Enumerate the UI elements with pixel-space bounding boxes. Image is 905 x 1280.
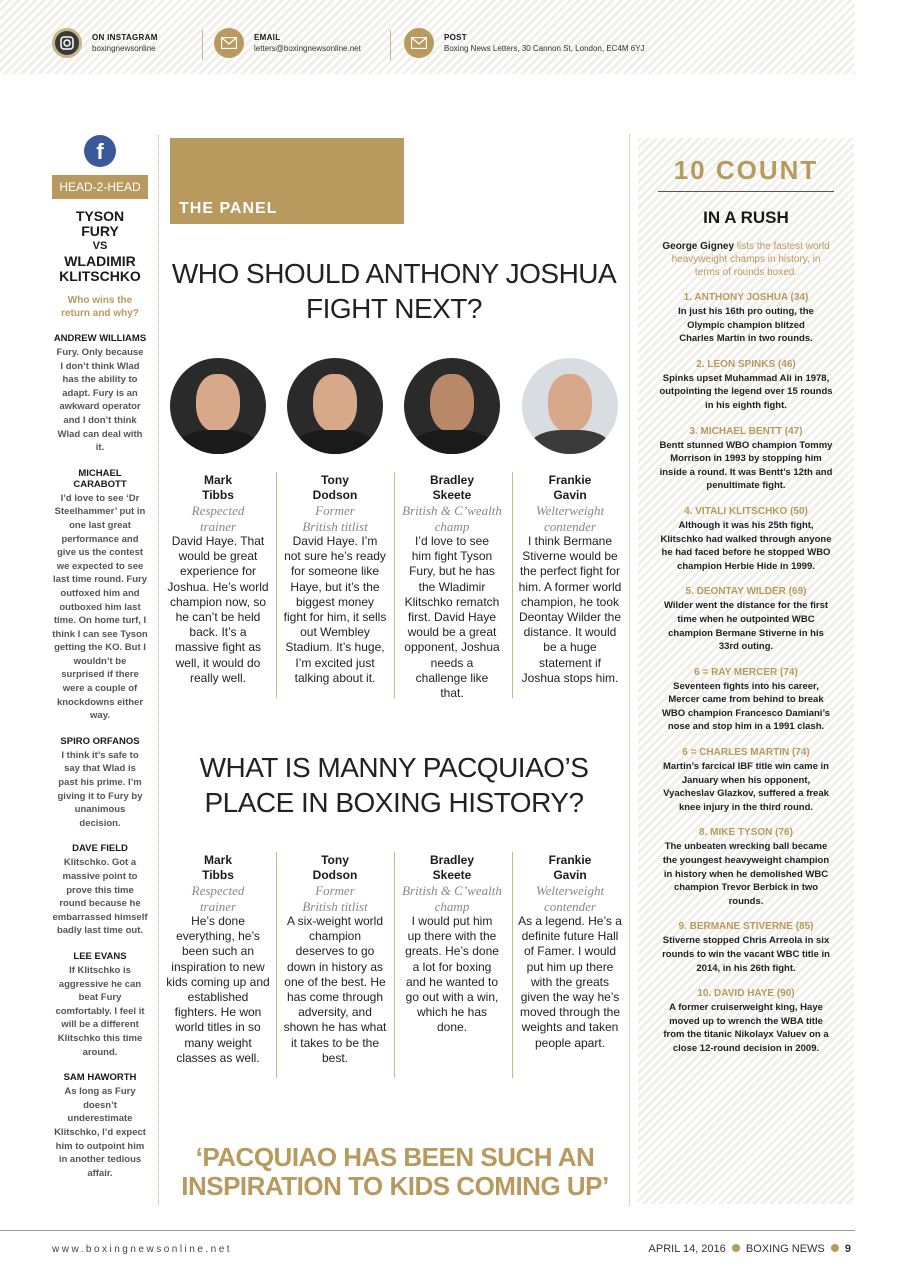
avatar-bradley-skeete (404, 358, 500, 454)
panelist-name: Tony Dodson (312, 853, 358, 882)
author-name: George Gigney (662, 241, 735, 252)
panelist-answer (283, 473, 387, 686)
ranking-text: Although it was his 25th fight, Klitschko had walked through anyone he had faced before he stopped WBO champion Herbie Hide in 1999. (660, 519, 832, 572)
avatar-mark-tibbs (170, 358, 266, 454)
panelist-role: Former British titlist (302, 503, 368, 534)
pull-quote: ‘PACQUIAO HAS BEEN SUCH AN INSPIRATION TO KIDS COMING UP’ (181, 1142, 609, 1201)
instagram-icon (52, 28, 82, 58)
sidebar-question: Who wins the return and why? (61, 295, 139, 319)
footer-rule (0, 1230, 855, 1231)
panelist-answer-text: I would put him up there with the greats. He’s done a lot for boxing and he wanted to go out with a win, which he has done. (405, 914, 499, 1035)
email-address: letters@boxingnewsonline.net (254, 44, 361, 53)
panel-column-divider (394, 472, 395, 698)
issue-date: APRIL 14, 2016 (648, 1243, 726, 1255)
reader-text: I think it’s safe to say that Wlad is past his prime. I’m giving it to Fury by unanimous decision. (57, 749, 143, 829)
panelist-role: Welterweight contender (535, 503, 605, 534)
ranking-text: Bentt stunned WBO champion Tommy Morrison in 1993 by stopping him inside a round. It was Bentt’s 12th and penultimate fight. (659, 439, 833, 492)
reader-text: If Klitschko is aggressive he can beat Fury comfortably. I feel it will be a different Klitschko this time around. (55, 964, 145, 1058)
panelist-answer-text: I think Bermane Stiverne would be the perfect fight for him. A former world champion, he took Deontay Wilder the distance. It would be a huge statement if Joshua stops him. (518, 534, 622, 685)
reader-answer (52, 951, 148, 1059)
column-divider (629, 135, 630, 1205)
ranking-text: Seventeen fights into his career, Mercer came from behind to break WBO champion Francesco Damiani’s nose and stop him in a 1991 clash. (661, 680, 831, 733)
panelist-name: Mark Tibbs (202, 853, 234, 882)
title-rule (658, 191, 834, 192)
head-2-head-badge: HEAD-2-HEAD (52, 175, 148, 199)
ranking-text: Martin’s farcical IBF title win came in January when his opponent, Vyacheslav Glazkov, suffered a freak knee injury in the third round. (663, 761, 829, 813)
ranking-item (658, 506, 834, 573)
separator-dot-icon (831, 1244, 839, 1252)
ranking-text: In just his 16th pro outing, the Olympic champion blitzed Charles Martin in two rounds. (678, 306, 814, 345)
avatar-frankie-gavin (522, 358, 618, 454)
reader-text: I’d love to see ‘Dr Steelhammer’ put in one last great performance and give us the contest we expected to see last time round. Fury outfoxed him and outboxed him last time. On home turf, I think I can see Tyson getting the KO. But I wouldn’t be surprised if there were a couple of knockdowns either way. (52, 492, 148, 722)
instagram-label: ON INSTAGRAM (92, 33, 158, 42)
avatar-tony-dodson (287, 358, 383, 454)
panelist-answer-text: David Haye. I’m not sure he’s ready for someone like Haye, but it’s the biggest money fight for him, it sells out Wembley Stadium. It’s huge, I’m excited just talking about it. (283, 534, 387, 685)
ranking-text: Wilder went the distance for the first time when he outpointed WBC champion Bermane Stiverne in his 33rd outing. (663, 600, 829, 653)
fighter-two: WLADIMIR KLITSCHKO (59, 253, 141, 284)
panel-column-divider (394, 852, 395, 1078)
reader-name: SAM HAWORTH (63, 1072, 137, 1084)
panelist-answer-text: As a legend. He’s a definite future Hall of Famer. I would put him up there with the greats given the way he’s moved through the weights and taken people apart. (518, 914, 622, 1050)
panel-column-divider (512, 852, 513, 1078)
ranking-item (658, 426, 834, 493)
panelist-role: Former British titlist (302, 883, 368, 914)
panelist-name: Mark Tibbs (202, 473, 234, 502)
page-number: 9 (844, 1243, 851, 1255)
panelist-role: British & C’wealth champ (402, 883, 502, 914)
reader-name: DAVE FIELD (72, 843, 128, 855)
matchup-title (52, 209, 148, 284)
ranking-heading: 2. LEON SPINKS (46) (696, 358, 796, 370)
panelist-name: Frankie Gavin (548, 473, 592, 502)
ten-count-subtitle: IN A RUSH (703, 208, 789, 227)
footer-folio (649, 1243, 851, 1255)
reader-text: Fury. Only because I don’t think Wlad has the ability to adapt. Fury is an awkward operator and I don’t think Wlad can deal with it. (56, 347, 144, 454)
panel-title: THE PANEL (179, 200, 278, 217)
reader-text: As long as Fury doesn’t underestimate Klitschko, I’d expect him to outpoint him in another tedious affair. (54, 1086, 146, 1179)
ranking-text: Spinks upset Muhammad Ali in 1978, outpointing the legend over 15 rounds in his eighth fight. (659, 372, 833, 411)
panelist-name: Bradley Skeete (429, 473, 475, 502)
panelist-name: Frankie Gavin (548, 853, 592, 882)
panelist-answer-text: A six-weight world champion deserves to go down in history as one of the best. He has come through adversity, and shown he has what it takes to be the best. (283, 914, 387, 1065)
panelist-answer (283, 853, 387, 1066)
panelist-answer-text: He’s done everything, he’s been such an inspiration to new kids coming up and established fighters. He won world titles in so many weight classes as well. (166, 914, 270, 1065)
ranking-heading: 5. DEONTAY WILDER (69) (685, 586, 807, 598)
publication-name: BOXING NEWS (745, 1243, 825, 1255)
ranking-heading: 9. BERMANE STIVERNE (85) (678, 921, 814, 933)
panelist-role: Respected trainer (191, 883, 245, 914)
ranking-item (658, 359, 834, 413)
facebook-icon[interactable]: f (84, 135, 116, 167)
ranking-heading: 1. ANTHONY JOSHUA (34) (683, 292, 809, 303)
column-divider (158, 135, 159, 1205)
intro-text: lists the fastest world heavyweight champs in history, in terms of rounds boxed. (671, 241, 830, 278)
ranking-item (658, 586, 834, 653)
panelist-answer (400, 853, 504, 1036)
contact-bar (0, 0, 855, 74)
ranking-heading: 10. DAVID HAYE (90) (697, 988, 795, 1000)
email-contact[interactable] (214, 28, 361, 58)
panel-column-divider (276, 852, 277, 1078)
ten-count-sidebar (638, 138, 854, 1204)
fighter-one: TYSON FURY (75, 208, 125, 239)
panelist-answer (518, 853, 622, 1051)
head-2-head-sidebar (52, 135, 148, 1180)
panel-column-divider (276, 472, 277, 698)
header-divider (390, 30, 391, 60)
post-label: POST (444, 33, 467, 42)
ranking-heading: 3. MICHAEL BENTT (47) (689, 425, 803, 437)
ranking-heading: 4. VITALI KLITSCHKO (50) (684, 505, 808, 517)
reader-name: ANDREW WILLIAMS (53, 333, 147, 344)
reader-answer (52, 333, 148, 455)
ranking-text: A former cruiserweight king, Haye moved up to wrench the WBA title from the titanic Nikolayx Valuev on a close 12-round decision in 2009. (663, 1002, 829, 1054)
ranking-heading: 6 = CHARLES MARTIN (74) (682, 747, 810, 759)
ranking-item (658, 292, 834, 346)
versus-label: VS (92, 240, 108, 252)
panelist-answer (166, 473, 270, 686)
ranking-text: Stiverne stopped Chris Arreola in six rounds to win the vacant WBC title in 2014, in his 26th fight. (662, 935, 830, 974)
panelist-answer-text: David Haye. That would be great experience for Joshua. He’s world champion now, so he can’t be held back. It’s a massive fight as well, it would do really well. (167, 534, 269, 685)
panelist-name: Tony Dodson (312, 473, 358, 502)
mail-envelope-icon (404, 28, 434, 58)
reader-text: Klitschko. Got a massive point to prove this time round because he embarrassed himself badly last time out. (52, 857, 148, 937)
panel-header (170, 138, 404, 224)
reader-answer (52, 736, 148, 831)
separator-dot-icon (732, 1244, 740, 1252)
reader-name: LEE EVANS (73, 950, 127, 962)
panelist-role: Welterweight contender (535, 883, 605, 914)
panel-column-divider (512, 472, 513, 698)
reader-name: SPIRO ORFANOS (60, 735, 140, 747)
ranking-text: The unbeaten wrecking ball became the youngest heavyweight champion in history when he demolished WBC champion Trevor Berbick in two rounds. (662, 841, 830, 907)
ten-count-intro (658, 240, 834, 279)
question-one-heading: WHO SHOULD ANTHONY JOSHUA FIGHT NEXT? (171, 258, 617, 324)
ranking-item (658, 667, 834, 734)
reader-answers (52, 333, 148, 1180)
reader-name: MICHAEL CARABOTT (73, 467, 127, 490)
ranking-heading: 8. MIKE TYSON (76) (699, 827, 793, 839)
post-contact (404, 28, 645, 58)
reader-answer (52, 468, 148, 723)
panelist-answer-text: I’d love to see him fight Tyson Fury, but he has the Wladimir Klitschko rematch first. David Haye would be a great opponent, Joshua needs a challenge like that. (404, 534, 500, 701)
ranking-item (658, 921, 834, 975)
email-icon (214, 28, 244, 58)
reader-answer (52, 843, 148, 938)
panelist-name: Bradley Skeete (429, 853, 475, 882)
reader-answer (52, 1072, 148, 1180)
ten-count-title: 10 COUNT (673, 155, 819, 185)
question-two-heading: WHAT IS MANNY PACQUIAO’S PLACE IN BOXING HISTORY? (199, 752, 589, 818)
panelist-role: British & C’wealth champ (402, 503, 502, 534)
ranking-item (658, 747, 834, 814)
header-divider (202, 30, 203, 60)
panelist-answer (400, 473, 504, 701)
instagram-contact[interactable] (52, 28, 158, 58)
panelist-answer (166, 853, 270, 1066)
panelist-answer (518, 473, 622, 686)
instagram-handle: boxingnewsonline (92, 44, 156, 53)
ranking-item (658, 827, 834, 908)
panelist-role: Respected trainer (191, 503, 245, 534)
ranking-heading: 6 = RAY MERCER (74) (694, 666, 798, 678)
ranking-item (658, 988, 834, 1055)
post-address: Boxing News Letters, 30 Cannon St, London, EC4M 6YJ (444, 44, 645, 53)
email-label: EMAIL (254, 33, 281, 42)
footer-website-link[interactable]: www.boxingnewsonline.net (52, 1244, 233, 1255)
